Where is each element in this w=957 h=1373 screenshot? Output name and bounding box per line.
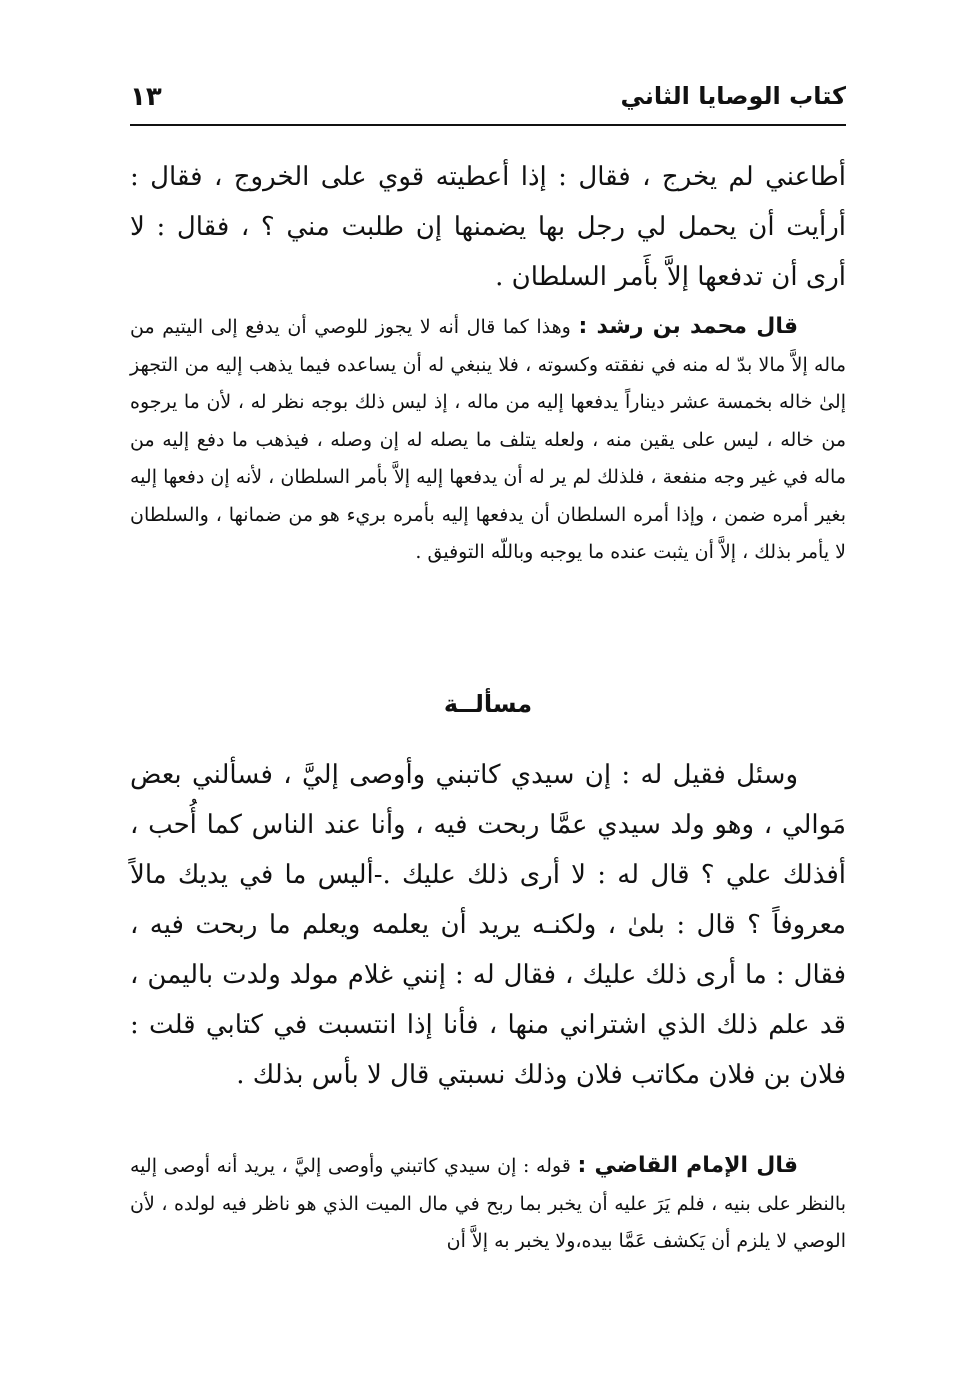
paragraph-4 [130, 1147, 846, 1261]
paragraph-2 [130, 308, 846, 572]
paragraph-3-text: وسئل فقيل له : إن سيدي كاتبني وأوصى إليَّ ، فسألني بعض مَوالي ، وهو ولد سيدي عمَّا ربحت فيه ، وأنا عند الناس كما أُحب ، أفذلك علي ؟ قال له : لا أرى ذلك عليك .-أليس ما في يديك مالاً معروفاً ؟ قال : بلىٰ ، ولكنـه يريد أن يعلمه ويعلم ما ربحت فيه ، فقال : ما أرى ذلك عليك ، فقال له : إنني غلام مولد ولدت باليمن ، قد علم ذلك الذي اشتراني منها ، فأنا إذا انتسبت في كتابي قلت : فلان بن فلان مكاتب فلان وذلك نسبتي قال لا بأس بذلك . [130, 760, 846, 1090]
running-header [130, 78, 846, 122]
section-heading: مسألــة [443, 690, 533, 718]
paragraph-1: أطاعني لم يخرج ، فقال : إذا أعطيته قوي على الخروج ، فقال : أرأيت أن يحمل لي رجل بها يضمنها إن طلبت مني ؟ ، فقال : لا أرى أن تدفعها إلاَّ بأَمر السلطان . [130, 162, 846, 292]
page-number: ١٣ [130, 82, 162, 112]
paragraph-2-text: وهذا كما قال أنه لا يجوز للوصي أن يدفع إلى اليتيم من ماله إلاَّ مالا بدّ له منه في نفقته وكسوته ، فلا ينبغي له أن يساعده فيما يذهب إليه من التجهز إلىٰ خاله بخمسة عشر ديناراً يدفعها إليه من ماله ، إذ ليس ذلك بوجه نظر له ، لأن ما يرجوه من خاله ، ليس على يقين منه ، ولعله يتلف ما يصله له إن وصله ، فيذهب ما دفع إليه من ماله في غير وجه منفعة ، فلذلك لم ير له أن يدفعها إليه إلاَّ بأمر السلطان ، لأنه إن دفعها إليه بغير أمره ضمن ، وإذا أمره السلطان أن يدفعها إليه بأمره بريء هو من ضمانها ، والسلطان لا يأمر بذلك ، إلاَّ أن يثبت عنده ما يوجبه وباللّه التوفيق . [130, 316, 846, 563]
paragraph-3 [130, 750, 846, 1100]
paragraph-4-text: قوله : إن سيدي كاتبني وأوصى إليَّ ، يريد أنه أوصى إليه بالنظر على بنيه ، فلم يَرَ عليه أن يخبر بما ربح في مال الميت الذي هو ناظر فيه لولده ، لأن الوصي لا يلزم أن يَكشف عَمَّا بيده،ولا يخبر به إلاَّ أن [130, 1155, 846, 1252]
running-head-title: كتاب الوصايا الثاني [620, 82, 846, 110]
speaker-label: قال محمد بن رشد : [578, 314, 798, 339]
header-rule [130, 124, 846, 126]
speaker-label: قال الإمام القاضي : [577, 1153, 799, 1178]
